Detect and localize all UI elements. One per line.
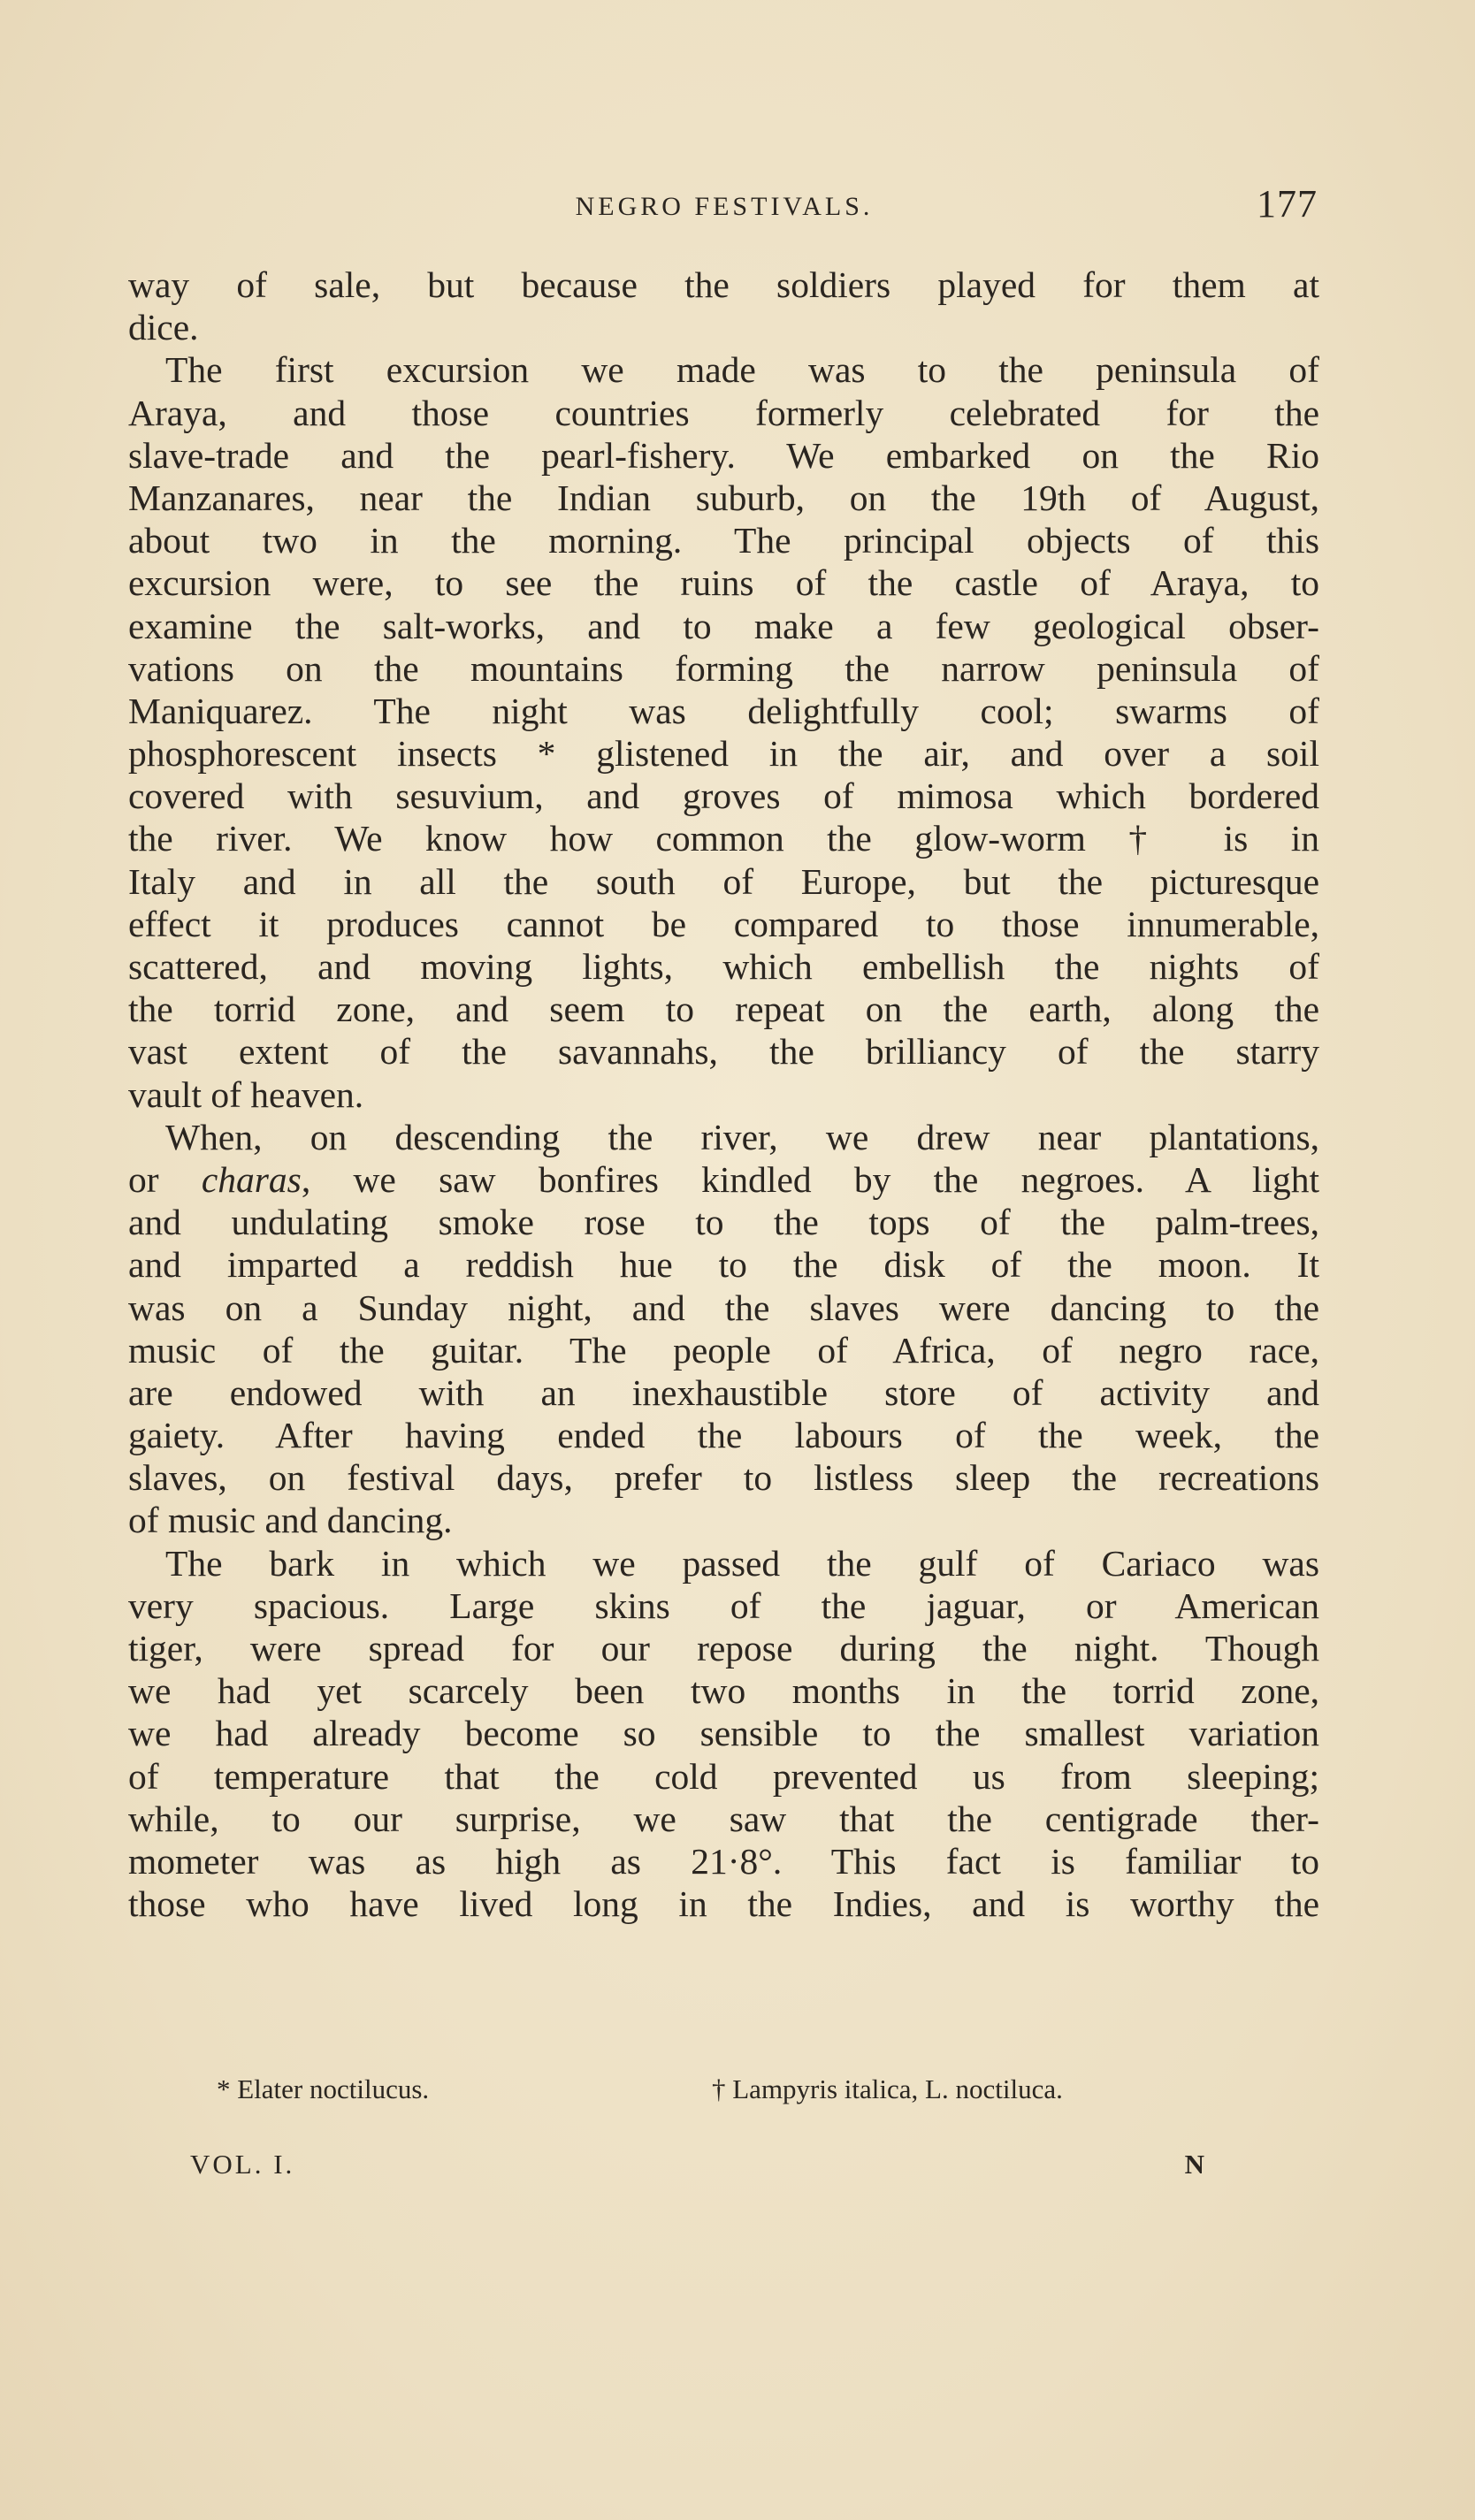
text-line: phosphorescent insects * glistened in the air, and over a soil (128, 733, 1319, 775)
text-line: the torrid zone, and seem to repeat on the earth, along the (128, 989, 1319, 1030)
text-line: effect it produces cannot be compared to those innumerable, (128, 903, 1319, 944)
text-line: scattered, and moving lights, which embellish the nights of (128, 946, 1319, 987)
text-line: dice. (128, 307, 199, 348)
footnote-elater: * Elater noctilucus. (217, 2073, 430, 2104)
text-line: music of the guitar. The people of Africa, of negro race, (128, 1329, 1319, 1371)
text-line: the river. We know how common the glow-worm † is in (128, 818, 1319, 859)
text-line: we had yet scarcely been two months in the torrid zone, (128, 1670, 1319, 1712)
text-line: Italy and in all the south of Europe, but the picturesque (128, 860, 1319, 902)
text-line: vations on the mountains forming the narrow peninsula of (128, 647, 1319, 689)
text-line-with-italic (128, 1158, 1319, 1201)
italic-term: charas (201, 1158, 302, 1200)
text-line: was on a Sunday night, and the slaves were dancing to the (128, 1287, 1319, 1328)
text-line: excursion were, to see the ruins of the castle of Araya, to (128, 562, 1319, 604)
text-line: The bark in which we passed the gulf of Cariaco was (165, 1542, 1319, 1584)
text-fragment: , we saw bonfires kindled by the negroes. A light (301, 1158, 1320, 1200)
running-title: NEGRO FESTIVALS. (575, 192, 874, 221)
text-line: slaves, on festival days, prefer to listless sleep the recreations (128, 1457, 1319, 1499)
text-line: tiger, were spread for our repose during the night. Though (128, 1628, 1319, 1669)
text-line: The first excursion we made was to the peninsula of (165, 349, 1319, 391)
text-line: vast extent of the savannahs, the brilliancy of the starry (128, 1031, 1319, 1073)
text-line: vault of heaven. (128, 1073, 364, 1115)
text-line: about two in the morning. The principal objects of this (128, 520, 1319, 561)
text-line: very spacious. Large skins of the jaguar, or American (128, 1585, 1319, 1626)
text-line: slave-trade and the pearl-fishery. We embarked on the Rio (128, 434, 1319, 476)
text-line: and imparted a reddish hue to the disk of the moon. It (128, 1244, 1319, 1286)
text-line: of music and dancing. (128, 1500, 453, 1541)
text-line: way of sale, but because the soldiers played for them at (128, 264, 1319, 305)
text-line: and undulating smoke rose to the tops of the palm-trees, (128, 1202, 1319, 1243)
text-line: Araya, and those countries formerly celebrated for the (128, 392, 1319, 433)
body-text (128, 263, 1319, 1925)
footnotes (217, 2073, 1260, 2118)
running-head (131, 181, 1318, 234)
text-line: When, on descending the river, we drew near plantations, (165, 1116, 1319, 1157)
footnote-lampyris: † Lampyris italica, L. noctiluca. (712, 2073, 1063, 2104)
text-line: while, to our surprise, we saw that the centigrade ther- (128, 1798, 1319, 1839)
text-line: those who have lived long in the Indies, and is worthy the (128, 1883, 1319, 1925)
text-line: Manzanares, near the Indian suburb, on the 19th of August, (128, 477, 1319, 518)
text-line: covered with sesuvium, and groves of mimosa which bordered (128, 775, 1319, 817)
text-fragment: or (128, 1158, 159, 1200)
page-number: 177 (1257, 182, 1318, 225)
text-line: are endowed with an inexhaustible store of activity and (128, 1371, 1319, 1413)
text-line: we had already become so sensible to the smallest variation (128, 1713, 1319, 1754)
text-line: examine the salt-works, and to make a few geological obser- (128, 605, 1319, 646)
volume-mark: VOL. I. (190, 2149, 295, 2180)
text-line: mometer was as high as 21·8°. This fact is familiar to (128, 1840, 1319, 1882)
signature-mark: N (1184, 2149, 1207, 2180)
text-line: gaiety. After having ended the labours of the week, the (128, 1415, 1319, 1456)
page-footer (190, 2149, 1207, 2193)
text-line: of temperature that the cold prevented us from sleeping; (128, 1755, 1319, 1797)
text-line: Maniquarez. The night was delightfully cool; swarms of (128, 690, 1319, 731)
